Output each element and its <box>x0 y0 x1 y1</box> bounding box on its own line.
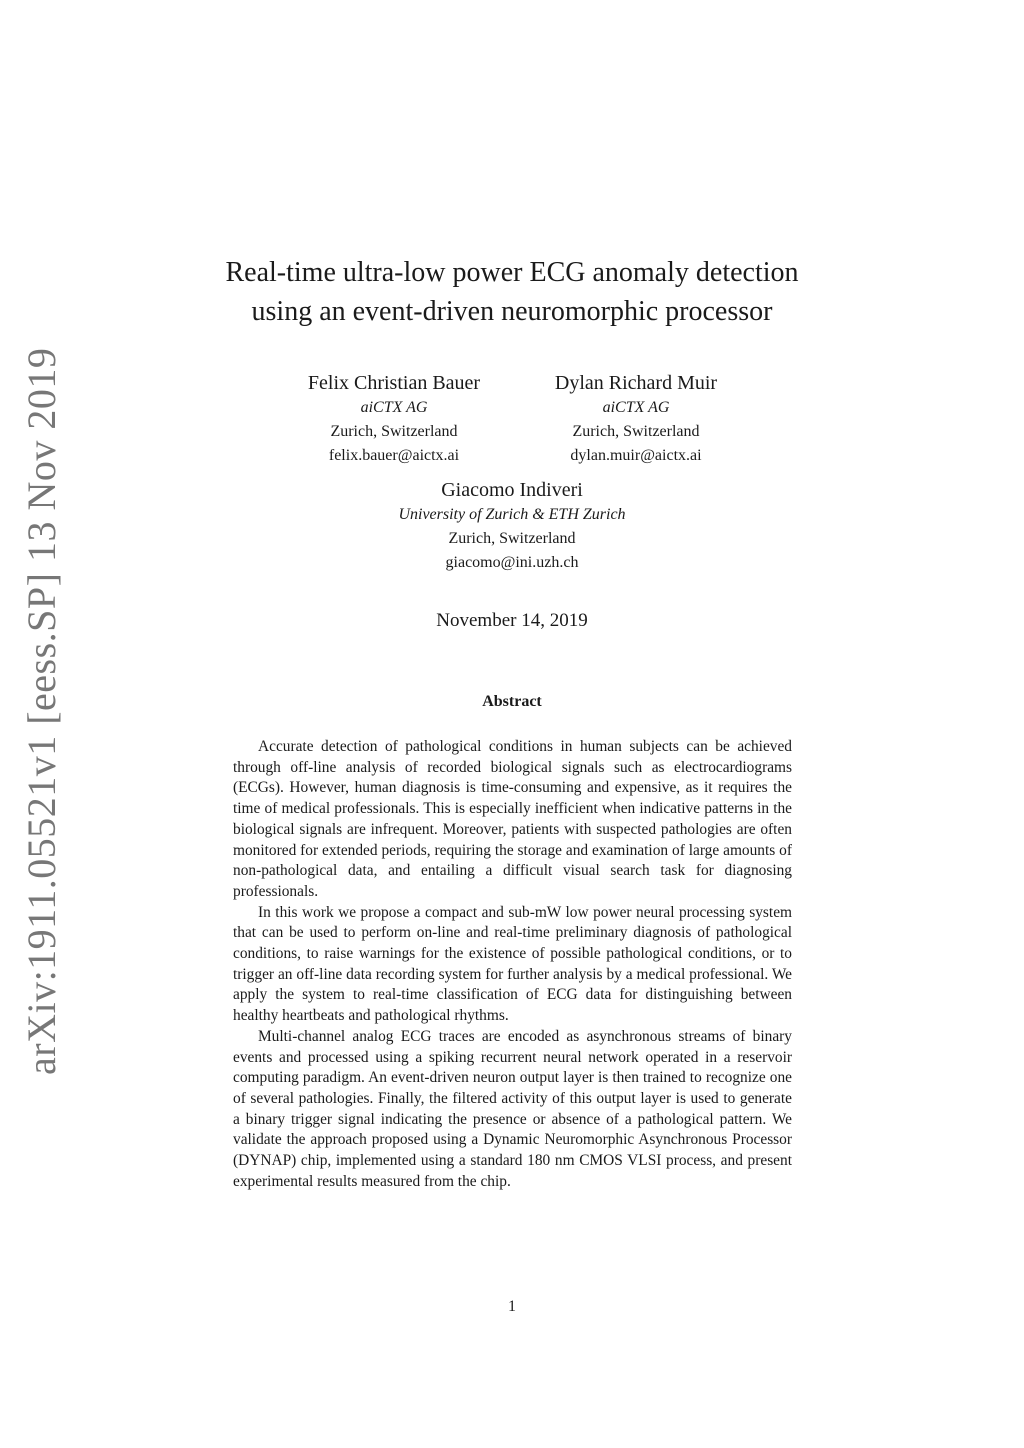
abstract-body <box>233 737 792 1192</box>
paper-title <box>100 253 924 331</box>
author-affiliation: aiCTX AG <box>602 399 670 416</box>
author-email[interactable]: dylan.muir@aictx.ai <box>570 447 702 464</box>
title-line-1: Real-time ultra-low power ECG anomaly detection <box>225 257 799 288</box>
author-location: Zurich, Switzerland <box>572 423 700 440</box>
author-location: Zurich, Switzerland <box>448 530 576 547</box>
title-line-2: using an event-driven neuromorphic processor <box>251 296 773 327</box>
arxiv-identifier-stamp: arXiv:1911.05521v1 [eess.SP] 13 Nov 2019 <box>19 347 64 1075</box>
author-affiliation: University of Zurich & ETH Zurich <box>398 506 626 523</box>
publication-date: November 14, 2019 <box>436 610 588 631</box>
page-number: 1 <box>508 1298 516 1315</box>
author-name: Dylan Richard Muir <box>554 372 718 394</box>
author-name: Felix Christian Bauer <box>307 372 481 394</box>
abstract-paragraph: Multi-channel analog ECG traces are encoded as asynchronous streams of binary events and processed using a spiking recurrent neural network operated in a reservoir computing paradigm. An event-driven neuron output layer is then trained to recognize one of several pathologies. Finally, the filtered activity of this output layer is used to generate a binary trigger signal indicating the presence or absence of a pathological pattern. We validate the approach proposed using a Dynamic Neuromorphic Asynchronous Processor (DYNAP) chip, implemented using a standard 180 nm CMOS VLSI process, and present experimental results measured from the chip. <box>233 1027 792 1190</box>
author-block <box>506 370 766 468</box>
author-block <box>264 370 524 468</box>
abstract-paragraph: In this work we propose a compact and sub-mW low power neural processing system that can be used to perform on-line and real-time preliminary diagnosis of pathological conditions, to raise warnings for the existence of possible pathological conditions, or to trigger an off-line data recording system for further analysis by a medical professional. We apply the system to real-time classification of ECG data for distinguishing between healthy heartbeats and pathological rhythms. <box>233 903 792 1025</box>
abstract-paragraph: Accurate detection of pathological conditions in human subjects can be achieved through off-line analysis of recorded biological signals such as electrocardiograms (ECGs). However, human diagnosis is time-consuming and expensive, as it requires the time of medical professionals. This is especially inefficient when indicative patterns in the biological signals are infrequent. Moreover, patients with suspected pathologies are often monitored for extended periods, requiring the storage and examination of large amounts of non-pathological data, and entailing a difficult visual search task for diagnosing professionals. <box>233 738 792 900</box>
abstract-heading: Abstract <box>482 693 542 710</box>
author-location: Zurich, Switzerland <box>330 423 458 440</box>
author-name: Giacomo Indiveri <box>441 479 583 501</box>
author-block <box>312 477 712 575</box>
author-email[interactable]: giacomo@ini.uzh.ch <box>445 554 579 571</box>
author-affiliation: aiCTX AG <box>360 399 428 416</box>
author-email[interactable]: felix.bauer@aictx.ai <box>328 447 460 464</box>
